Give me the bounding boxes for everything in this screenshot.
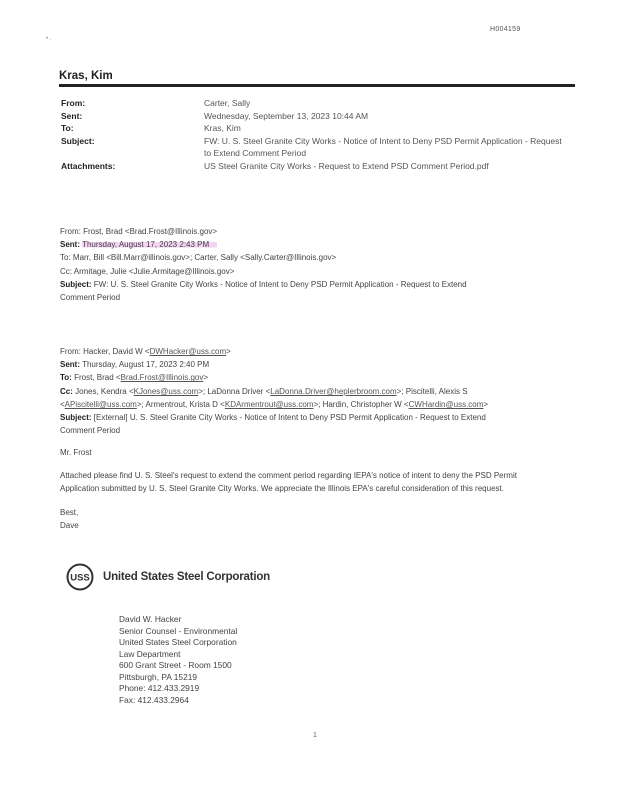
header-value: Kras, Kim [204,123,241,133]
from-name: Hacker, David W < [83,347,150,356]
cc-label: Cc: [60,386,73,396]
forwarded-message-2 [60,345,560,437]
subject-label: Subject: [60,279,92,289]
attachment-link[interactable]: US Steel Granite City Works - Request to Extend PSD Comment Period.pdf [204,160,489,171]
email-header-table [61,97,571,172]
uss-logo-block [66,563,270,591]
header-label: From: [61,98,86,108]
subject-value: FW: U. S. Steel Granite City Works - Notice of Intent to Deny PSD Permit Application - Request to Extend [93,279,467,289]
cc-name: >; Hardin, Christopher W < [313,399,409,409]
forwarded-message-1 [60,225,560,304]
page-number: 1 [313,732,317,739]
cc-email-link[interactable]: KJones@uss.com [133,386,199,396]
sent-label: Sent: [60,240,80,250]
from-label: From: [60,227,81,236]
header-row-sent [61,110,571,123]
uss-logo-text: USS [70,572,90,584]
cc-label: Cc: [60,266,72,276]
signature-line: Senior Counsel - Environmental [119,625,238,636]
uss-logo-icon [66,563,94,591]
header-row-to [61,122,571,135]
to-bracket: > [203,373,209,383]
sent-value: Thursday, August 17, 2023 2:40 PM [82,360,210,370]
signature-line: Pittsburgh, PA 15219 [119,671,198,682]
to-name: Frost, Brad < [74,373,121,383]
from-bracket: > [226,347,231,356]
subject-value: [External] U. S. Steel Granite City Works - Notice of Intent to Deny PSD Permit Application - Request to Extend [93,413,486,423]
spacer [60,459,560,469]
signature-line: Law Department [119,648,181,659]
cc-email-link[interactable]: APiscitelli@uss.com [64,399,137,409]
header-label: Sent: [61,110,83,121]
header-label: Attachments: [61,160,116,171]
cc-name: Jones, Kendra < [75,386,134,396]
company-name: United States Steel Corporation [103,571,270,583]
mailbox-owner-name: Kras, Kim [59,70,113,82]
cc-bracket: > [483,399,489,409]
scan-artifact: • . [46,36,52,42]
closing: Best, [60,507,79,517]
cc-name: >; Armentrout, Krista D < [136,399,225,409]
document-control-number: H004159 [490,26,521,33]
to-value: Marr, Bill <Bill.Marr@illinois.gov>; Carter, Sally <Sally.Carter@Illinois.gov> [72,253,337,263]
from-label: From: [60,347,81,356]
subject-value-continued: Comment Period [60,293,121,303]
header-label: Subject: [61,135,95,146]
header-value: Carter, Sally [204,98,251,108]
header-value: Wednesday, September 13, 2023 10:44 AM [204,110,369,121]
header-row-subject [61,135,571,160]
signature-block [119,614,237,706]
salutation: Mr. Frost [60,448,92,457]
sent-value-highlighted: Thursday, August 17, 2023 2:43 PM [82,240,217,249]
header-divider [59,84,575,87]
to-label: To: [60,373,72,383]
header-row-from [61,97,571,110]
body-paragraph-line: Application submitted by U. S. Steel Granite City Works. We appreciate the Illinois EPA's careful consideration of this request. [60,484,504,494]
cc-value: Armitage, Julie <Julie.Armitage@Illinois.gov> [73,266,235,276]
signature-line: Phone: 412.433.2919 [119,683,200,693]
subject-value-continued: Comment Period [60,426,121,436]
signature-line: 600 Grant Street - Room 1500 [119,660,232,670]
cc-name: >; LaDonna Driver < [198,386,271,396]
sent-label: Sent: [60,360,80,370]
cc-bracket: < [60,399,65,409]
from-email-link[interactable]: DWHacker@uss.com [149,347,227,356]
header-row-attachments [61,160,571,173]
to-label: To: [60,253,71,263]
spacer [60,496,560,506]
from-value: Frost, Brad <Brad.Frost@Illinois.gov> [83,227,218,236]
subject-label: Subject: [60,413,92,423]
header-value: FW: U. S. Steel Granite City Works - Notice of Intent to Deny PSD Permit Application - Request to Extend Comment Period [204,135,562,158]
cc-email-link[interactable]: LaDonna.Driver@heplerbroom.com [270,386,397,396]
signature-line: David W. Hacker [119,614,182,624]
cc-email-link[interactable]: CWHardin@uss.com [408,399,484,409]
signature-line: Fax: 412.433.2964 [119,694,189,705]
message-body [60,446,560,532]
body-paragraph-line: Attached please find U. S. Steel's request to extend the comment period regarding IEPA's notice of intent to deny the PSD Permit [60,471,517,481]
header-label: To: [61,123,74,133]
cc-name: >; Piscitelli, Alexis S [396,386,468,396]
to-email-link[interactable]: Brad.Frost@Illinois.gov [120,373,204,383]
signoff-name: Dave [60,520,79,530]
cc-email-link[interactable]: KDArmentrout@uss.com [224,399,314,409]
signature-line: United States Steel Corporation [119,637,237,647]
